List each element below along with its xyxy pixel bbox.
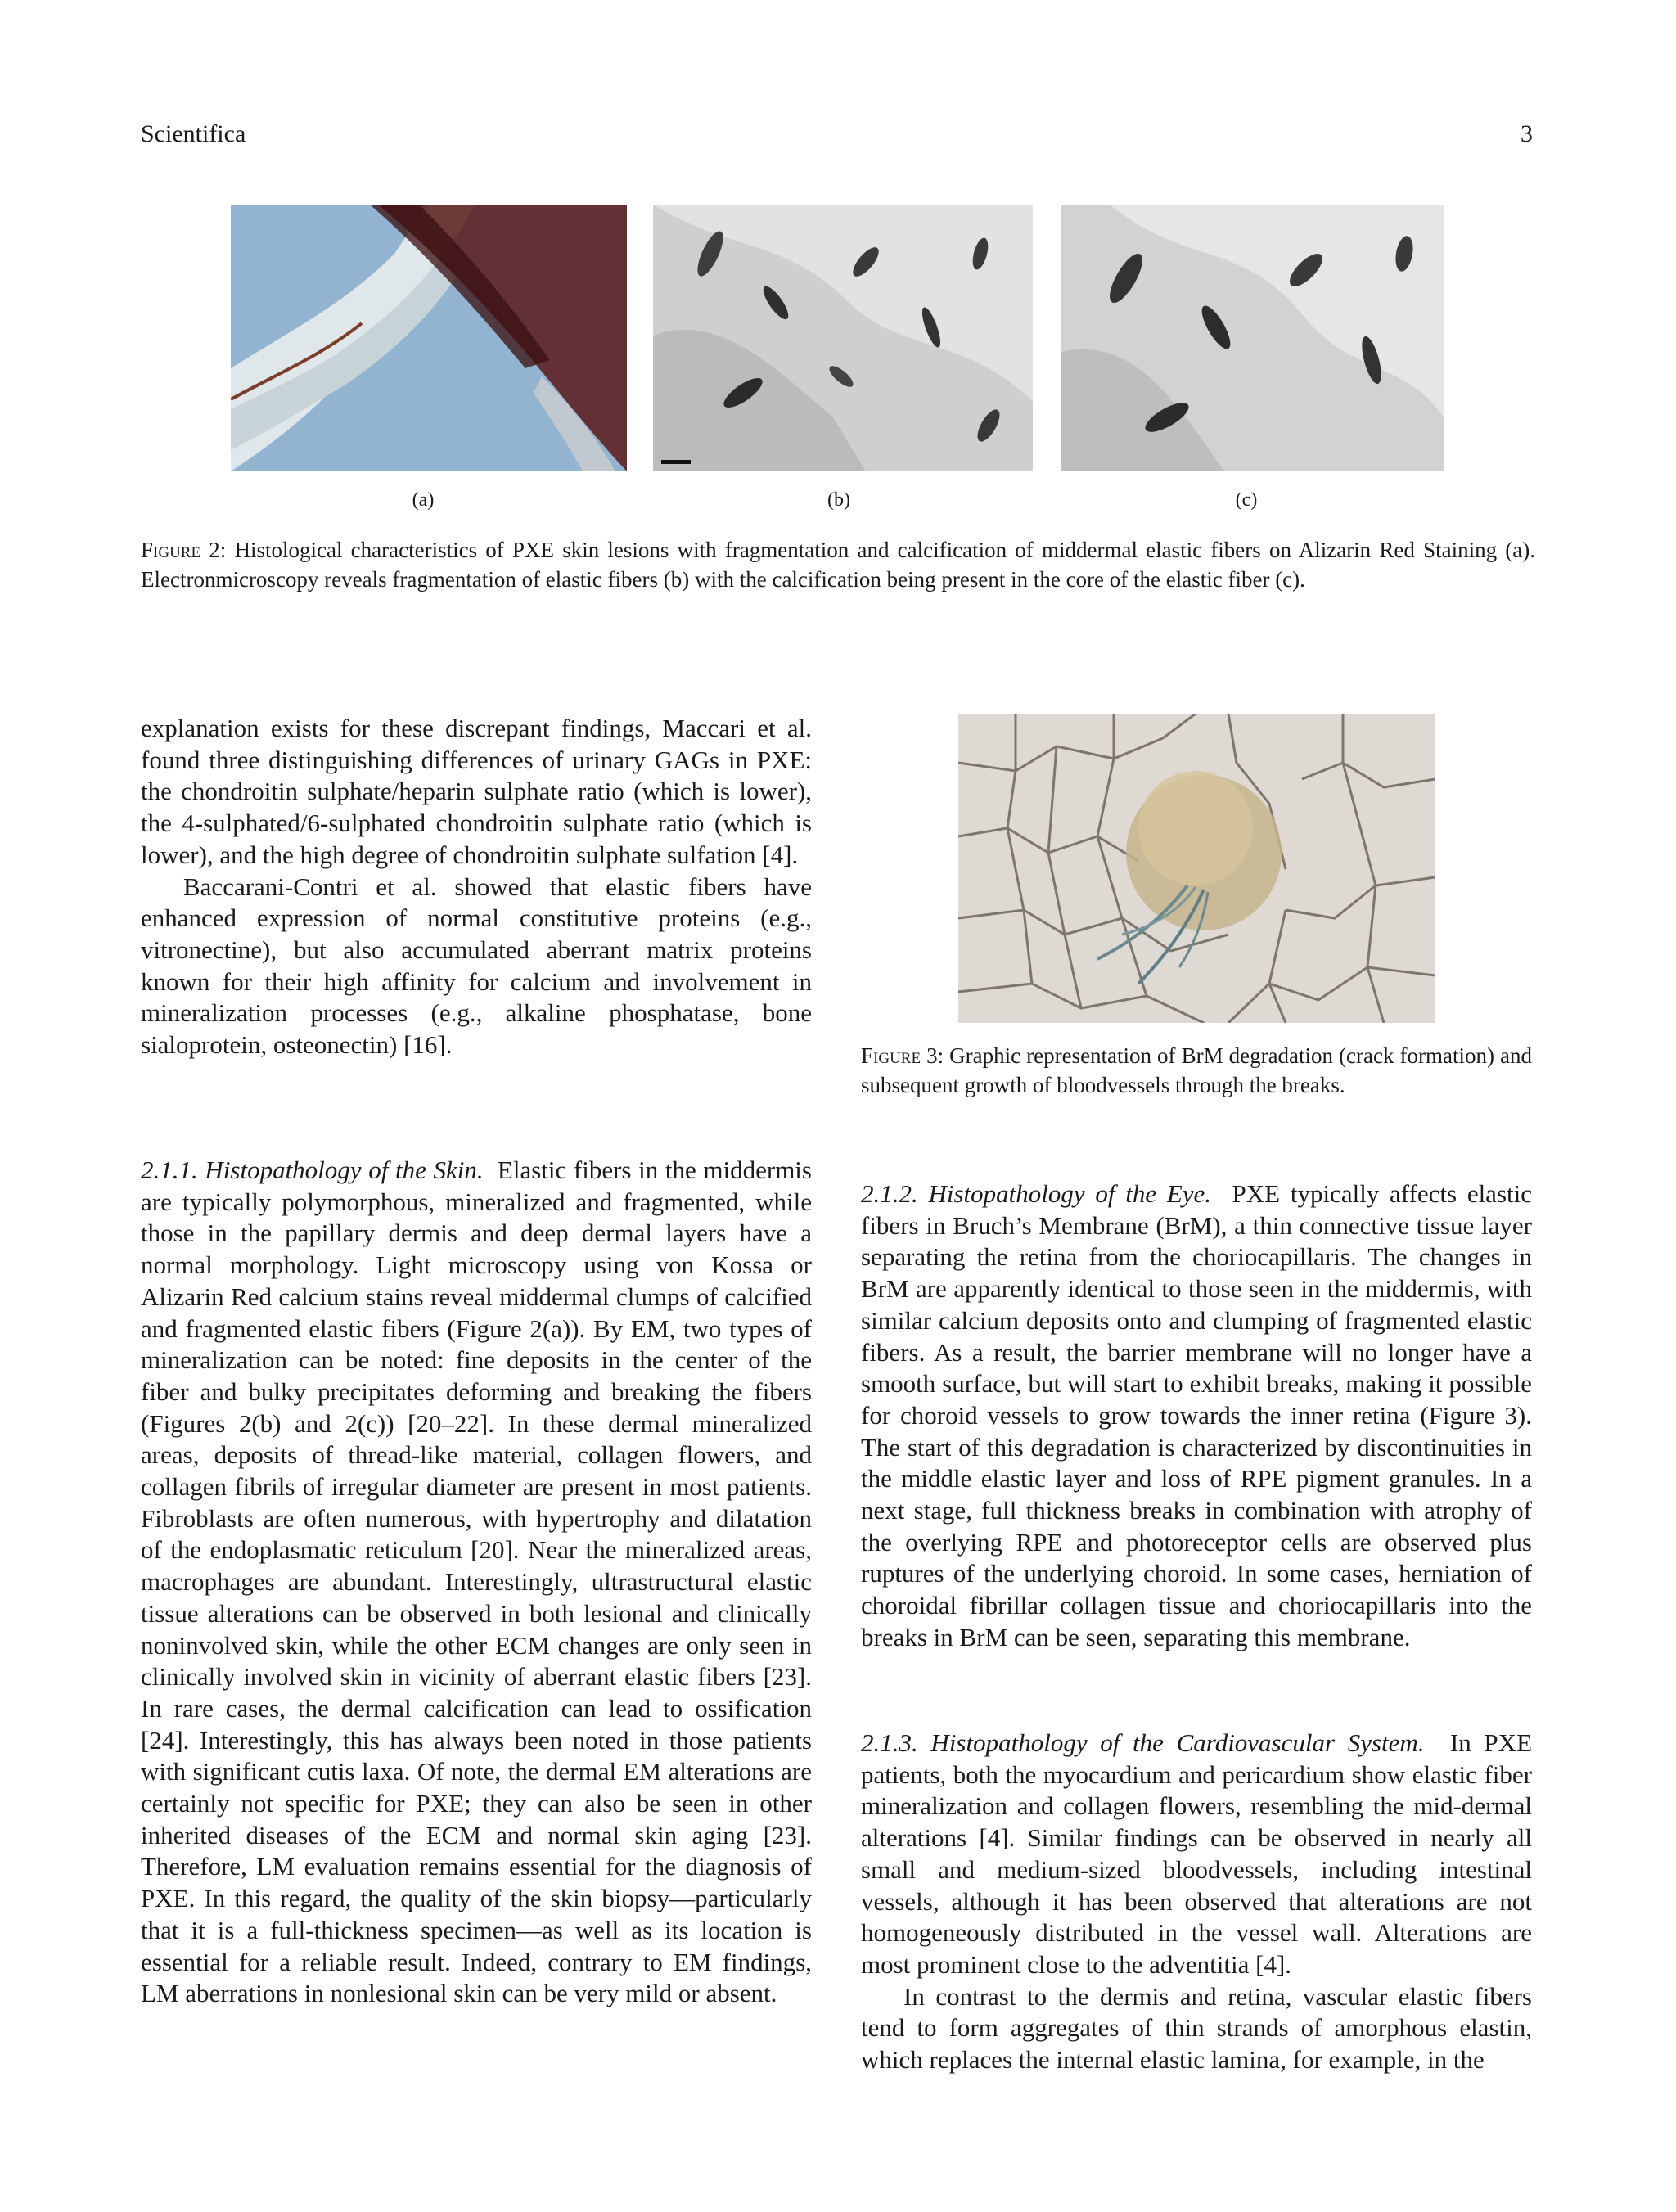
figure-2-caption-label: Figure 2:: [141, 538, 227, 562]
figure-2b-electron-micrograph: [653, 205, 1033, 471]
figure-2-caption-text: Histological characteristics of PXE skin lesions with fragmentation and calcification of middermal elastic fibers on Alizarin Red Staining (a). Electronmicroscopy reveals fragmentation of elastic fibers (b) with the calcification being present in the core of the elastic fiber (c).: [141, 538, 1536, 592]
section-heading-eye: 2.1.2. Histopathology of the Eye.: [861, 1179, 1212, 1208]
figure-2-sublabel-c: (c): [1235, 489, 1258, 511]
section-heading-skin: 2.1.1. Histopathology of the Skin.: [141, 1156, 484, 1184]
left-column-intro: [141, 713, 812, 1061]
paragraph-eye: PXE typically affects elastic fibers in Bruch’s Membrane (BrM), a thin connective tissue layer separating the retina from the choriocapillaris. The changes in BrM are apparently identical to those seen in the middermis, with similar calcium deposits onto and clumping of fragmented elastic fibers. As a result, the barrier membrane will no longer have a smooth surface, but will start to exhibit breaks, making it possible for choroid vessels to grow towards the inner retina (Figure 3). The start of this degradation is characterized by discontinuities in the middle elastic layer and loss of RPE pigment granules. In a next stage, full thickness breaks in combination with atrophy of the overlying RPE and photoreceptor cells are observed plus ruptures of the underlying choroid. In some cases, herniation of choroidal fibrillar collagen tissue and choriocapillaris into the breaks in BrM can be seen, separating this membrane.: [861, 1179, 1532, 1651]
figure-3-caption-text: Graphic representation of BrM degradation (crack formation) and subsequent growth of bloodvessels through the breaks.: [861, 1043, 1532, 1097]
figure-3-caption-label: Figure 3:: [861, 1043, 944, 1068]
section-cardiovascular: [861, 1728, 1532, 2076]
figure-2a-histology-image: [231, 205, 627, 471]
paragraph-cardiovascular: In PXE patients, both the myocardium and pericardium show elastic fiber mineralization and collagen flowers, resembling the mid-dermal alterations [4]. Similar findings can be observed in nearly all small and medium-sized bloodvessels, including intestinal vessels, although it has been observed that alterations are not homogeneously distributed in the vessel wall. Alterations are most prominent close to the adventitia [4].: [861, 1728, 1533, 1979]
figure-3-caption: [861, 1041, 1532, 1100]
figure-3-cracked-earth-image: [958, 714, 1435, 1023]
paragraph-baccarani: Baccarani-Contri et al. showed that elastic fibers have enhanced expression of normal constitutive proteins (e.g., vitronectine), but also accumulated aberrant matrix proteins known for their high affinity for calcium and involvement in mineralization processes (e.g., alkaline phosphatase, bone sialoprotein, osteonectin) [16].: [141, 872, 812, 1060]
paragraph-skin: Elastic fibers in the middermis are typically polymorphous, mineralized and fragmented, while those in the papillary dermis and deep dermal layers have a normal morphology. Light microscopy using von Kossa or Alizarin Red calcium stains reveal middermal clumps of calcified and fragmented elastic fibers (Figure 2(a)). By EM, two types of mineralization can be noted: fine deposits in the center of the fiber and bulky precipitates deforming and breaking the fibers (Figures 2(b) and 2(c)) [20–22]. In these dermal mineralized areas, deposits of thread-like material, collagen flowers, and collagen fibrils of irregular diameter are present in most patients. Fibroblasts are often numerous, with hypertrophy and dilatation of the endoplasmatic reticulum [20]. Near the mineralized areas, macrophages are abundant. Interestingly, ultrastructural elastic tissue alterations can be observed in both lesional and clinically noninvolved skin, while the other ECM changes are only seen in clinically involved skin in vicinity of aberrant elastic fibers [23]. In rare cases, the dermal calcification can lead to ossification [24]. Interestingly, this has always been noted in those patients with significant cutis laxa. Of note, the dermal EM alterations are certainly not specific for PXE; they can also be seen in other inherited diseases of the ECM and normal skin aging [23]. Therefore, LM evaluation remains essential for the diagnosis of PXE. In this regard, the quality of the skin biopsy—particularly that it is a full-thickness specimen—as well as its location is essential for a reliable result. Indeed, contrary to EM findings, LM aberrations in nonlesional skin can be very mild or absent.: [141, 1156, 812, 2008]
section-heading-cardiovascular: 2.1.3. Histopathology of the Cardiovascular System.: [861, 1728, 1425, 1757]
journal-name: Scientifica: [141, 120, 246, 147]
figure-2-sublabel-b: (b): [827, 489, 850, 511]
section-eye: [861, 1178, 1532, 1654]
section-skin: [141, 1155, 812, 2010]
figure-2c-electron-micrograph: [1061, 205, 1444, 471]
paragraph-gags: explanation exists for these discrepant findings, Maccari et al. found three distinguishing differences of urinary GAGs in PXE: the chondroitin sulphate/heparin sulphate ratio (which is lower), the 4-sulphated/6-sulphated chondroitin sulphate ratio (which is lower), and the high degree of chondroitin sulphate sulfation [4].: [141, 714, 812, 869]
page-number: 3: [1521, 120, 1533, 147]
paragraph-vascular-elastic: In contrast to the dermis and retina, vascular elastic fibers tend to form aggregates of thin strands of amorphous elastin, which replaces the internal elastic lamina, for example, in the: [861, 1981, 1532, 2075]
figure-2-caption: [141, 535, 1535, 594]
figure-2-sublabel-a: (a): [412, 489, 435, 511]
